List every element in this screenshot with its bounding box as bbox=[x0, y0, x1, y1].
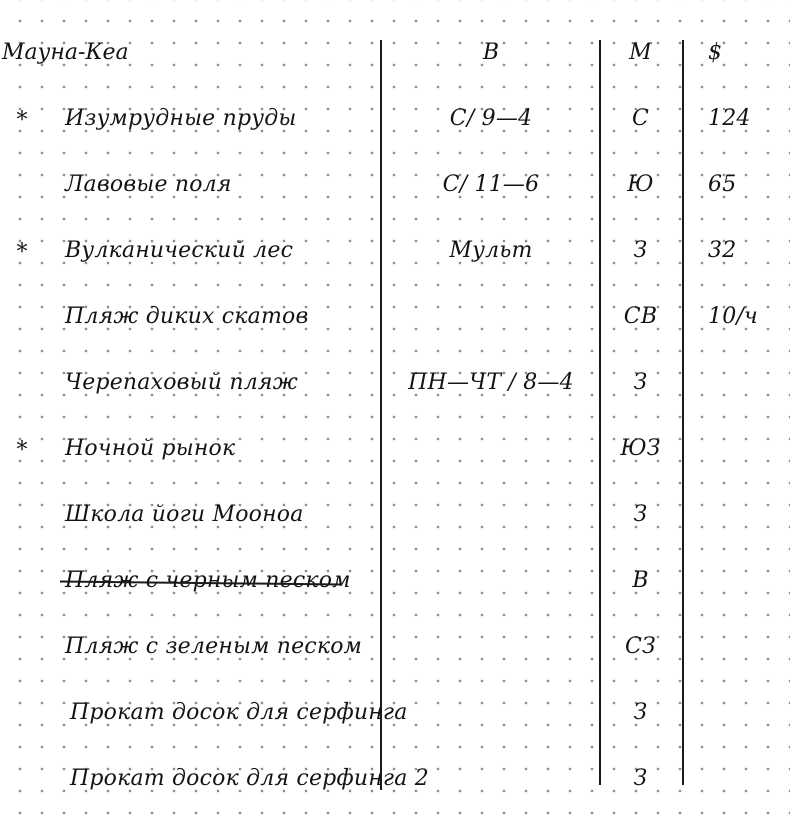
row-m-value: Ю bbox=[627, 172, 654, 197]
star-marker: * bbox=[16, 240, 28, 265]
row-name: Лавовые поля bbox=[65, 172, 232, 197]
row-m-value: З bbox=[633, 766, 648, 791]
row-m-value: З bbox=[633, 370, 648, 395]
row-name: Пляж с черным песком bbox=[65, 568, 351, 593]
row-price-value: 65 bbox=[708, 172, 737, 197]
row-m-value: СВ bbox=[623, 304, 658, 329]
row-price-value: 124 bbox=[708, 106, 751, 131]
row-price-value: 32 bbox=[708, 238, 737, 263]
star-marker: * bbox=[16, 108, 28, 133]
row-b-value: Мульт bbox=[449, 238, 533, 263]
row-m-value: СЗ bbox=[625, 634, 656, 659]
row-name: Прокат досок для серфинга 2 bbox=[70, 766, 429, 791]
row-price-value: 10/ч bbox=[708, 304, 758, 329]
row-m-value: З bbox=[633, 238, 648, 263]
row-m-value: З bbox=[633, 502, 648, 527]
header-column-b: В bbox=[482, 40, 500, 65]
header-column-price: $ bbox=[708, 40, 723, 65]
star-marker: * bbox=[16, 438, 28, 463]
row-b-value: С/ 11—6 bbox=[442, 172, 540, 197]
row-name: Ночной рынок bbox=[65, 436, 236, 461]
row-name: Пляж диких скатов bbox=[65, 304, 309, 329]
column-divider-2 bbox=[599, 40, 601, 785]
header-column-m: М bbox=[629, 40, 652, 65]
page-title: Мауна-Кеа bbox=[2, 40, 129, 65]
row-name: Прокат досок для серфинга bbox=[70, 700, 408, 725]
row-name: Черепаховый пляж bbox=[65, 370, 298, 395]
row-m-value: В bbox=[632, 568, 649, 593]
row-name: Пляж с зеленым песком bbox=[65, 634, 363, 659]
row-name: Изумрудные пруды bbox=[65, 106, 297, 131]
row-m-value: ЮЗ bbox=[620, 436, 661, 461]
row-m-value: С bbox=[631, 106, 650, 131]
column-divider-3 bbox=[682, 40, 684, 785]
column-divider-1 bbox=[380, 40, 382, 790]
row-b-value: ПН—ЧТ / 8—4 bbox=[408, 370, 574, 395]
row-b-value: С/ 9—4 bbox=[449, 106, 533, 131]
row-name: Школа йоги Мооноа bbox=[65, 502, 304, 527]
row-name: Вулканический лес bbox=[65, 238, 294, 263]
row-m-value: З bbox=[633, 700, 648, 725]
